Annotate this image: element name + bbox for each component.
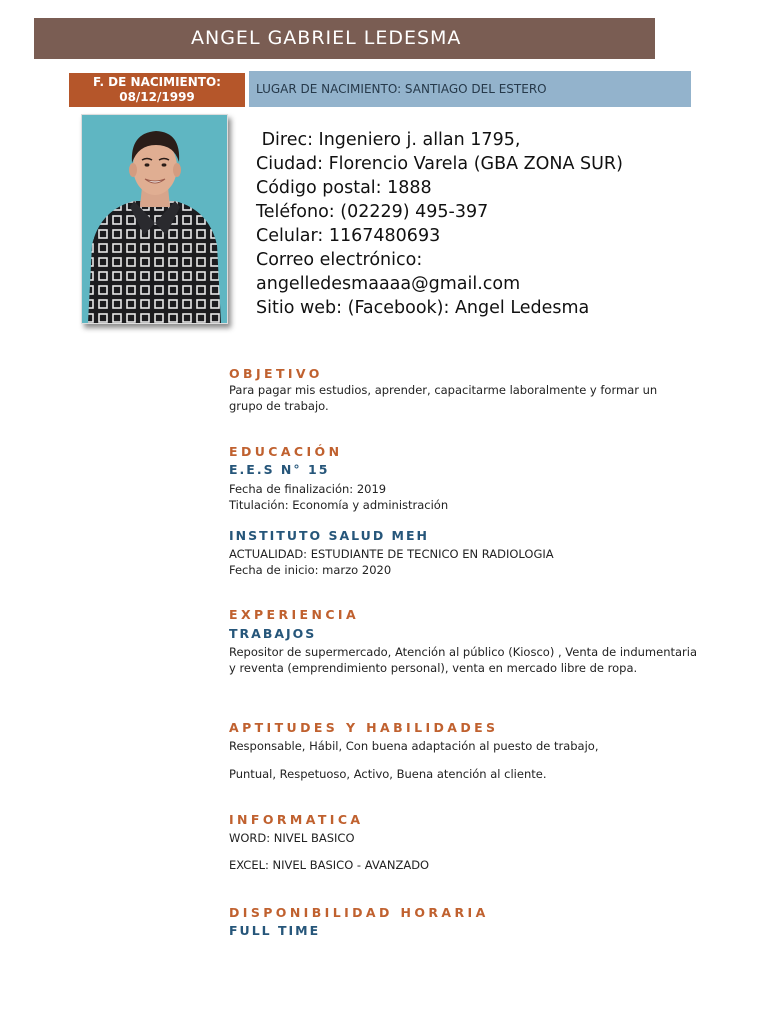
profile-photo <box>81 114 228 324</box>
experiencia-subtitle: TRABAJOS <box>229 626 317 641</box>
birthplace-text: LUGAR DE NACIMIENTO: SANTIAGO DEL ESTERO <box>256 82 547 96</box>
section-title-aptitudes: APTITUDES Y HABILIDADES <box>229 720 499 735</box>
section-title-educacion: EDUCACIÓN <box>229 444 343 459</box>
school1-end-date: Fecha de finalización: 2019 <box>229 482 387 496</box>
section-title-disponibilidad: DISPONIBILIDAD HORARIA <box>229 905 489 920</box>
informatica-excel: EXCEL: NIVEL BASICO - AVANZADO <box>229 858 430 872</box>
informatica-word: WORD: NIVEL BASICO <box>229 831 355 845</box>
resume-header <box>34 18 655 59</box>
section-title-experiencia: EXPERIENCIA <box>229 607 360 622</box>
contact-mobile: Celular: 1167480693 <box>256 226 441 246</box>
section-title-objetivo: OBJETIVO <box>229 366 323 381</box>
contact-address: Direc: Ingeniero j. allan 1795, <box>256 130 521 150</box>
disponibilidad-value: FULL TIME <box>229 923 321 938</box>
objetivo-text: Para pagar mis estudios, aprender, capacitarme laboralmente y formar un grupo de trabajo. <box>229 383 658 413</box>
person-portrait-image <box>82 115 227 323</box>
school1-name: E.E.S N° 15 <box>229 462 330 477</box>
contact-phone: Teléfono: (02229) 495-397 <box>256 202 489 222</box>
contact-email: angelledesmaaaa@gmail.com <box>256 274 521 294</box>
contact-email-label: Correo electrónico: <box>256 250 423 270</box>
contact-website: Sitio web: (Facebook): Angel Ledesma <box>256 298 590 318</box>
contact-postal-code: Código postal: 1888 <box>256 178 432 198</box>
birth-date-box <box>69 73 245 107</box>
school2-start-date: Fecha de inicio: marzo 2020 <box>229 563 392 577</box>
aptitudes-line1: Responsable, Hábil, Con buena adaptación al puesto de trabajo, <box>229 739 599 753</box>
contact-city: Ciudad: Florencio Varela (GBA ZONA SUR) <box>256 154 623 174</box>
school1-degree: Titulación: Economía y administración <box>229 498 449 512</box>
birth-date-value: 08/12/1999 <box>119 90 195 104</box>
person-name: ANGEL GABRIEL LEDESMA <box>191 27 462 49</box>
birth-date-label: F. DE NACIMIENTO: <box>93 75 221 89</box>
school2-name: INSTITUTO SALUD MEH <box>229 528 429 543</box>
experiencia-text: Repositor de supermercado, Atención al público (Kiosco) , Venta de indumentaria y reventa (emprendimiento personal), venta en mercado libre de ropa. <box>229 645 698 675</box>
aptitudes-line2: Puntual, Respetuoso, Activo, Buena atención al cliente. <box>229 767 547 781</box>
contact-info <box>256 128 716 320</box>
section-title-informatica: INFORMATICA <box>229 812 364 827</box>
birthplace-box <box>249 71 691 107</box>
school2-current: ACTUALIDAD: ESTUDIANTE DE TECNICO EN RADIOLOGIA <box>229 547 554 561</box>
